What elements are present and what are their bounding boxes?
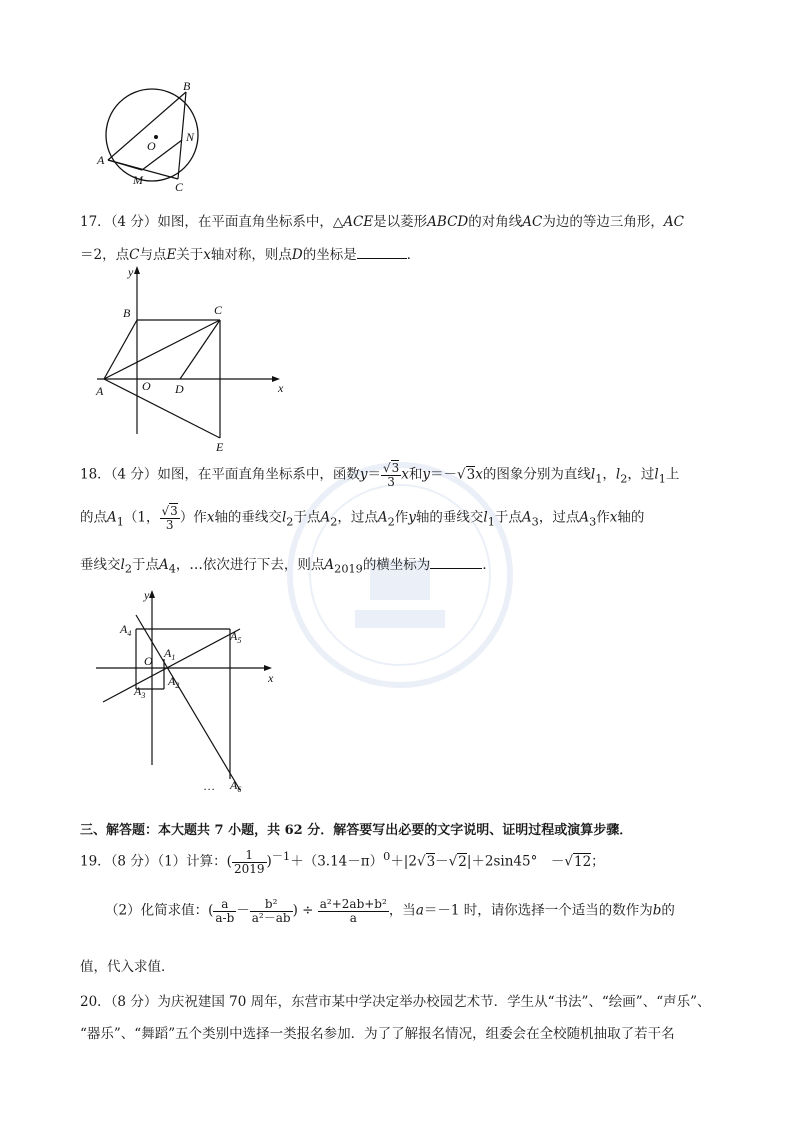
q19-part-2: （2）化简求值：( $\frac{a}{a-b}$ － $\frac{\text{b²}}{\text{a²－ab}}$ ) ÷ $\frac{\text{a²+2ab+b²}}{a}$ ，当a＝－1 时，请你选择一个适当的数作为b的 [105, 897, 675, 925]
label-a6: $A_6$ [230, 778, 242, 794]
label-o: O [144, 654, 153, 668]
q18-line-1: 18．（4 分）如图，在平面直角坐标系中，函数y＝ $\frac{√3}{3}$ x和y＝－√3x的图象分别为直线$l_1$，$l_2$，过$l_1$上 [80, 461, 680, 489]
label-n: N [186, 130, 195, 144]
label-d: D [175, 382, 184, 396]
label-x: x [278, 381, 284, 395]
label-a1: $A_1$ [164, 646, 176, 662]
label-y: y [128, 265, 134, 279]
fraction-sqrt3-over-3: $\frac{√3}{3}$ [382, 461, 400, 489]
label-a2: $A_2$ [168, 674, 180, 690]
q17-line-2: ＝2，点C与点E关于x轴对称，则点D的坐标是 ． [80, 247, 421, 263]
q17-line-1: 17．（4 分）如图，在平面直角坐标系中，△ACE是以菱形ABCD的对角线AC为边的等边三角形，AC [80, 214, 684, 230]
answer-blank [430, 568, 482, 569]
label-a3: $A_3$ [134, 684, 146, 700]
label-a: A [97, 153, 105, 167]
q18-line-2: 的点$A_1(1$， $\frac{√3}{3}$ ）作x轴的垂线交$l_2$于点$A_2$，过点$A_2$作y轴的垂线交$l_1$于点$A_3$，过点$A_3$作x轴的 [80, 504, 645, 532]
q20-line-2: “器乐”、“舞蹈”五个类别中选择一类报名参加．为了了解报名情况，组委会在全校随机抽取了若干名 [80, 1026, 675, 1042]
label-e: E [216, 440, 224, 454]
label-o: O [142, 379, 151, 393]
label-b: B [183, 80, 191, 93]
label-x: x [268, 671, 274, 685]
section-heading: 三、解答题：本大题共 7 小题，共 62 分．解答要写出必要的文字说明、证明过程或演算步骤． [80, 823, 633, 838]
label-m: M [133, 173, 143, 187]
q20-line-1: 20．（8 分）为庆祝建国 70 周年，东营市某中学决定举办校园艺术节．学生从“书法”、“绘画”、“声乐”、 [80, 994, 711, 1010]
label-a4: $A_4$ [120, 622, 132, 638]
circle-figure [95, 80, 215, 192]
answer-blank [357, 258, 407, 259]
q19-part-2-line-2: 值，代入求值． [80, 959, 175, 975]
q19-part-1: 19．（8 分）（1）计算：( $\frac{1}{2019}$ )$^{-1}+(3.14-\pi)^0+|2√3-√2|+2\sin 45^\circ$ －√12； [80, 847, 605, 876]
label-o: O [147, 139, 156, 153]
label-y: y [144, 588, 150, 602]
label-a: A [96, 384, 104, 398]
label-a5: $A_5$ [230, 629, 242, 645]
lines-figure [92, 585, 292, 795]
q18-line-3: 垂线交$l_2$于点$A_4$，…依次进行下去，则点$A_{2019}$的横坐标为 ． [80, 557, 496, 576]
label-c: C [214, 303, 223, 317]
rhombus-figure [92, 262, 292, 454]
label-dots: … [204, 779, 215, 793]
label-b: B [123, 306, 131, 320]
label-c: C [175, 180, 184, 192]
